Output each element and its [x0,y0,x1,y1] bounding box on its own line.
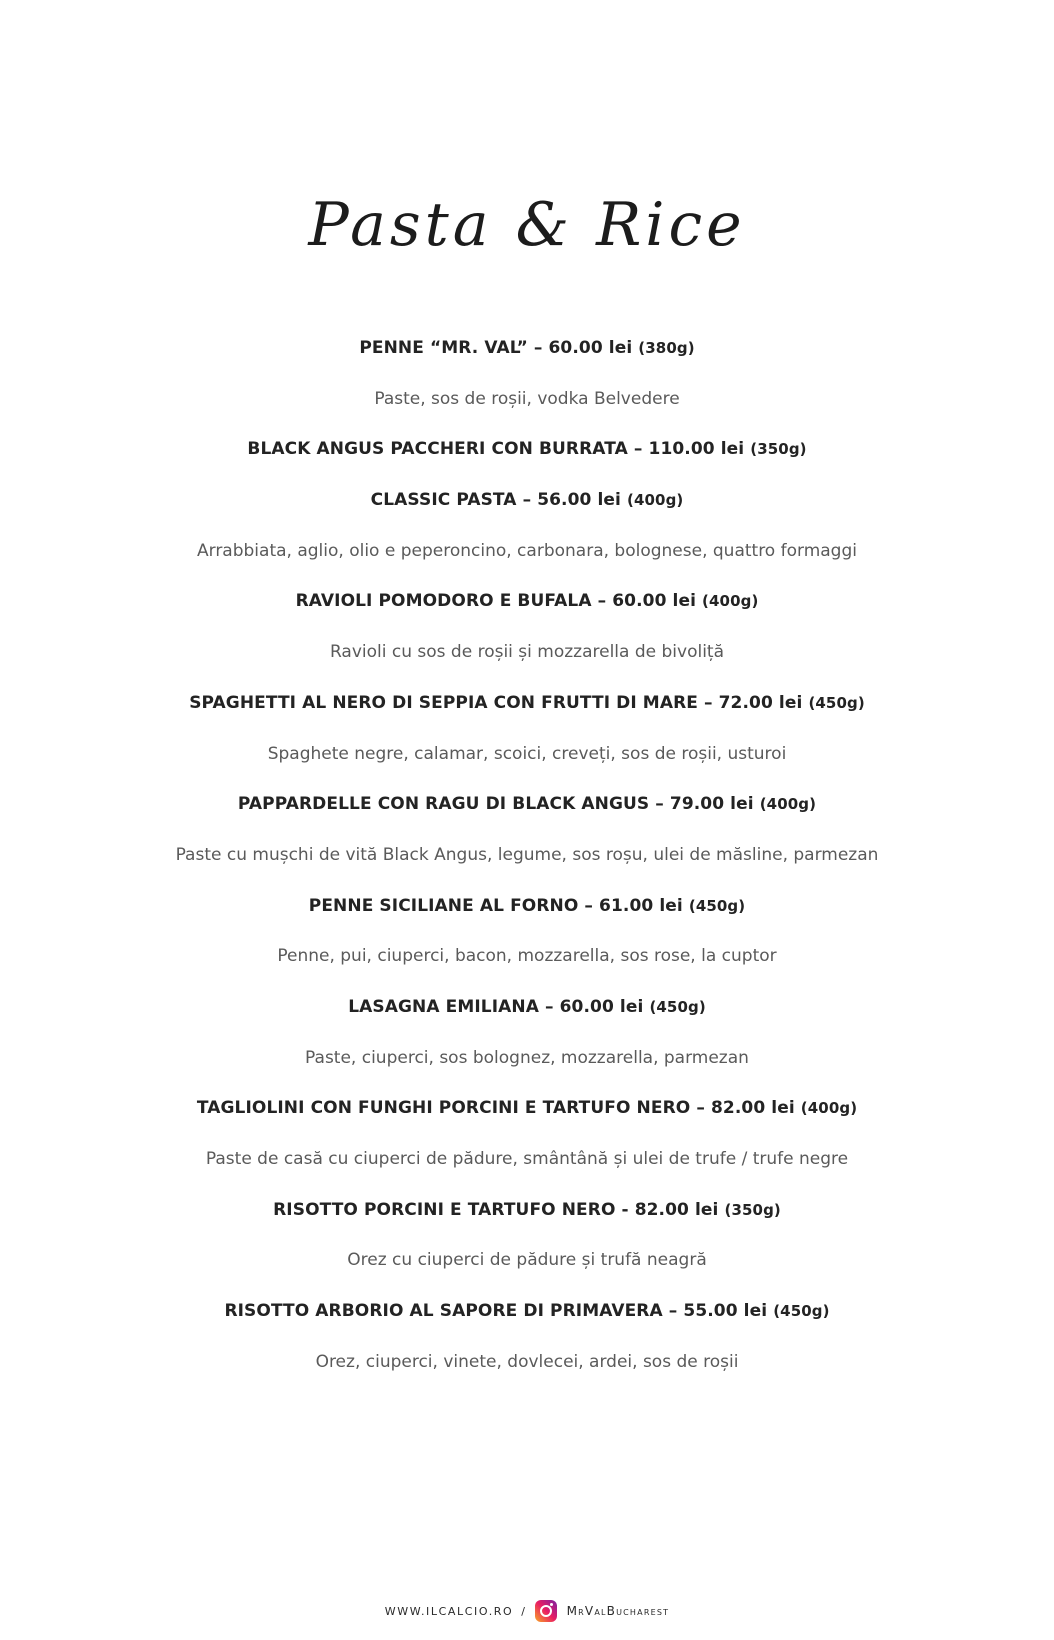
dish-description: Penne, pui, ciuperci, bacon, mozzarella, sos rose, la cuptor [277,946,777,967]
dish-title: RISOTTO ARBORIO AL SAPORE DI PRIMAVERA – 55.00 lei (450g) [224,1301,830,1322]
dish-description: Paste cu mușchi de vită Black Angus, legume, sos roșu, ulei de măsline, parmezan [175,844,879,865]
dish-title: CLASSIC PASTA – 56.00 lei (400g) [370,490,684,511]
dish-title: PENNE “MR. VAL” – 60.00 lei (380g) [359,338,695,358]
instagram-icon[interactable] [535,1600,557,1622]
dish-title: RISOTTO PORCINI E TARTUFO NERO - 82.00 lei (350g) [273,1199,781,1220]
page-title: Pasta & Rice [308,190,746,260]
dish-title: LASAGNA EMILIANA – 60.00 lei (450g) [348,996,706,1017]
dish-description: Paste, sos de roșii, vodka Belvedere [374,388,680,409]
website-link[interactable]: WWW.ILCALCIO.RO [384,1604,514,1618]
menu-list [0,323,1054,1387]
dish-title: TAGLIOLINI CON FUNGHI PORCINI E TARTUFO NERO – 82.00 lei (400g) [196,1098,858,1119]
dish-description: Orez cu ciuperci de pădure și trufă neagră [347,1250,707,1271]
dish-description: Ravioli cu sos de roșii și mozzarella de bivoliță [329,642,725,663]
dish-title: PAPPARDELLE CON RAGU DI BLACK ANGUS – 79.00 lei (400g) [237,794,817,815]
dish-description: Paste, ciuperci, sos bolognez, mozzarella, parmezan [305,1047,749,1068]
dish-description: Orez, ciuperci, vinete, dovlecei, ardei, sos de roșii [315,1351,739,1372]
dish-title: BLACK ANGUS PACCHERI CON BURRATA – 110.00 lei (350g) [247,439,807,460]
dish-title: RAVIOLI POMODORO E BUFALA – 60.00 lei (400g) [295,591,759,612]
menu-title-area [0,180,1054,270]
footer-separator: / [521,1604,527,1618]
dish-description: Arrabbiata, aglio, olio e peperoncino, carbonara, bolognese, quattro formaggi [197,540,857,561]
dish-title: PENNE SICILIANE AL FORNO – 61.00 lei (450g) [308,895,746,916]
footer [0,1598,1054,1624]
instagram-handle[interactable]: MrValBucharest [566,1604,670,1618]
dish-title: SPAGHETTI AL NERO DI SEPPIA CON FRUTTI DI MARE – 72.00 lei (450g) [189,692,865,713]
dish-description: Spaghete negre, calamar, scoici, creveți, sos de roșii, usturoi [267,743,787,764]
dish-description: Paste de casă cu ciuperci de pădure, smântână și ulei de trufe / trufe negre [205,1149,849,1169]
